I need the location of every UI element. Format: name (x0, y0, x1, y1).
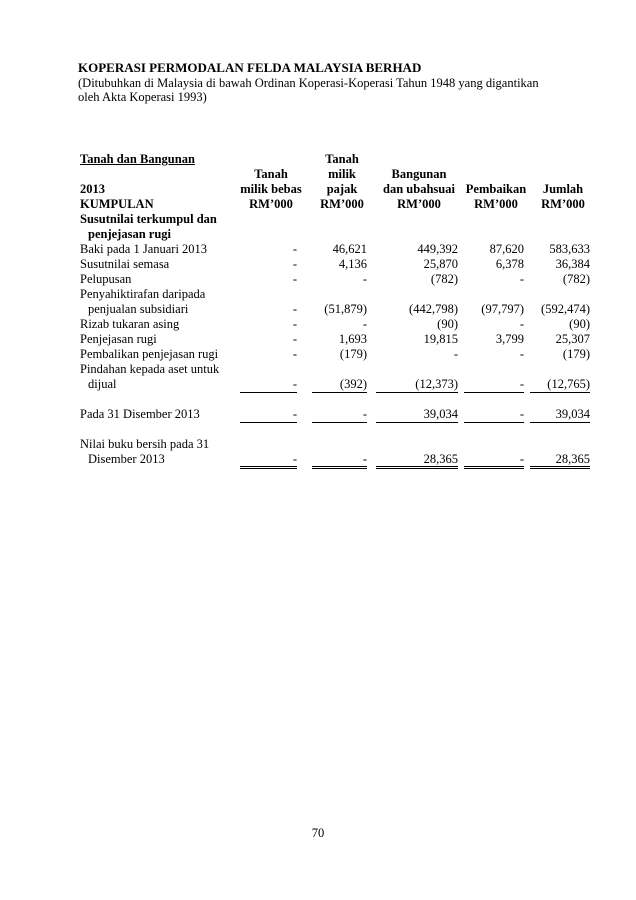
cell-buildings: - (453, 347, 458, 361)
movement-rows (80, 242, 600, 392)
cell-freehold: - (292, 317, 297, 331)
column-header-freehold-land (235, 167, 307, 212)
row-label: penjualan subsidiari (88, 302, 189, 316)
cell-renovation: - (519, 272, 524, 286)
cell-buildings: 28,365 (423, 452, 458, 466)
cell-total: 25,307 (555, 332, 590, 346)
cell-leasehold: - (362, 272, 367, 286)
subtotal-rule (376, 392, 458, 393)
column-header-line: RM’000 (397, 197, 441, 211)
table-row (80, 332, 600, 347)
row-label: Pembalikan penjejasan rugi (80, 347, 219, 361)
cell-freehold: - (292, 452, 297, 466)
cell-renovation: - (519, 452, 524, 466)
cell-renovation: (97,797) (481, 302, 524, 316)
row-label: Penyahiktirafan daripada (80, 287, 206, 301)
closing-rule (530, 422, 590, 423)
section-title: Tanah dan Bangunan (80, 152, 195, 166)
cell-renovation: - (519, 407, 524, 421)
cell-buildings: (782) (430, 272, 458, 286)
row-label: Baki pada 1 Januari 2013 (80, 242, 208, 256)
column-header-line: milik (328, 167, 356, 181)
group-label: KUMPULAN (80, 197, 154, 211)
closing-rule (312, 422, 367, 423)
table-row (80, 347, 600, 362)
cell-buildings: 39,034 (423, 407, 458, 421)
cell-freehold: - (292, 272, 297, 286)
cell-leasehold: - (362, 407, 367, 421)
row-label: Pelupusan (80, 272, 132, 286)
row-label: Susutnilai semasa (80, 257, 170, 271)
cell-buildings: 25,870 (423, 257, 458, 271)
cell-total: 28,365 (555, 452, 590, 466)
category-heading (80, 212, 217, 227)
table-row (80, 302, 600, 317)
closing-row (80, 407, 600, 422)
cell-total: 583,633 (549, 242, 590, 256)
column-header-line: Pembaikan (465, 182, 527, 196)
page-number: 70 (311, 826, 325, 840)
cell-buildings: (442,798) (409, 302, 458, 316)
column-header-buildings (376, 167, 462, 212)
cell-freehold: - (292, 377, 297, 391)
cell-renovation: - (519, 377, 524, 391)
total-double-rule (464, 466, 524, 469)
row-label: Disember 2013 (88, 452, 165, 466)
column-header-total (532, 182, 594, 212)
closing-rule (376, 422, 458, 423)
total-double-rule (312, 466, 367, 469)
cell-leasehold: - (362, 317, 367, 331)
cell-renovation: - (519, 347, 524, 361)
year-label: 2013 (80, 182, 105, 196)
column-header-line: dan ubahsuai (383, 182, 455, 196)
report-header (78, 61, 578, 104)
cell-leasehold: (179) (339, 347, 367, 361)
nbv-row-label-1 (80, 437, 600, 452)
row-label: dijual (88, 377, 117, 391)
table-row (80, 317, 600, 332)
cell-freehold: - (292, 257, 297, 271)
subtotal-rule (464, 392, 524, 393)
closing-rule (464, 422, 524, 423)
cell-leasehold: (392) (339, 377, 367, 391)
column-header-line: milik bebas (240, 182, 302, 196)
cell-leasehold: 46,621 (332, 242, 367, 256)
spacer (80, 422, 600, 437)
cell-leasehold: 4,136 (338, 257, 367, 271)
subtotal-rule (530, 392, 590, 393)
subtitle-line-2: oleh Akta Koperasi 1993) (78, 90, 207, 104)
nbv-row (80, 452, 600, 467)
column-header-line: Tanah (325, 152, 359, 166)
cell-renovation: 6,378 (495, 257, 524, 271)
total-double-rule (530, 466, 590, 469)
cell-freehold: - (292, 407, 297, 421)
cell-buildings: 19,815 (423, 332, 458, 346)
total-double-rule (376, 466, 458, 469)
row-label: Nilai buku bersih pada 31 (80, 437, 210, 451)
table-row (80, 377, 600, 392)
cell-total: 36,384 (555, 257, 590, 271)
cell-total: (782) (562, 272, 590, 286)
row-label: Penjejasan rugi (80, 332, 157, 346)
column-header-line: RM’000 (320, 197, 364, 211)
cell-renovation: 87,620 (489, 242, 524, 256)
column-header-leasehold-land (310, 152, 374, 212)
cell-total: (592,474) (541, 302, 590, 316)
cell-total: (90) (569, 317, 590, 331)
column-header-line: RM’000 (541, 197, 585, 211)
cell-freehold: - (292, 302, 297, 316)
row-label: Rizab tukaran asing (80, 317, 180, 331)
total-double-rule (240, 466, 297, 469)
cell-freehold: - (292, 242, 297, 256)
spacer (80, 392, 600, 407)
column-header-line: Tanah (254, 167, 288, 181)
table-row (80, 242, 600, 257)
closing-rule (240, 422, 297, 423)
cell-total: (179) (562, 347, 590, 361)
cell-buildings: (90) (437, 317, 458, 331)
column-header-line: Jumlah (542, 182, 584, 196)
cell-renovation: - (519, 317, 524, 331)
category-row (80, 227, 600, 242)
table-header (80, 152, 600, 227)
table-row (80, 287, 600, 302)
cell-freehold: - (292, 347, 297, 361)
table-row (80, 272, 600, 287)
cell-leasehold: - (362, 452, 367, 466)
row-label: Pada 31 Disember 2013 (80, 407, 200, 421)
cell-freehold: - (292, 332, 297, 346)
category-line-2: penjejasan rugi (88, 227, 171, 241)
property-table (80, 152, 600, 467)
subtotal-rule (240, 392, 297, 393)
cell-total: 39,034 (555, 407, 590, 421)
column-header-line: RM’000 (249, 197, 293, 211)
table-row (80, 362, 600, 377)
column-header-line: pajak (326, 182, 358, 196)
company-name: KOPERASI PERMODALAN FELDA MALAYSIA BERHAD (78, 60, 422, 75)
cell-buildings: 449,392 (417, 242, 458, 256)
cell-leasehold: (51,879) (324, 302, 367, 316)
cell-total: (12,765) (547, 377, 590, 391)
category-line-1: Susutnilai terkumpul dan (80, 212, 217, 226)
table-row (80, 257, 600, 272)
cell-renovation: 3,799 (495, 332, 524, 346)
column-header-line: Bangunan (391, 167, 447, 181)
row-label: Pindahan kepada aset untuk (80, 362, 220, 376)
subtotal-rule (312, 392, 367, 393)
column-header-renovation (462, 182, 530, 212)
subtitle-line-1: (Ditubuhkan di Malaysia di bawah Ordinan Koperasi-Koperasi Tahun 1948 yang digantikan (78, 76, 539, 90)
cell-buildings: (12,373) (415, 377, 458, 391)
cell-leasehold: 1,693 (338, 332, 367, 346)
column-header-line: RM’000 (474, 197, 518, 211)
